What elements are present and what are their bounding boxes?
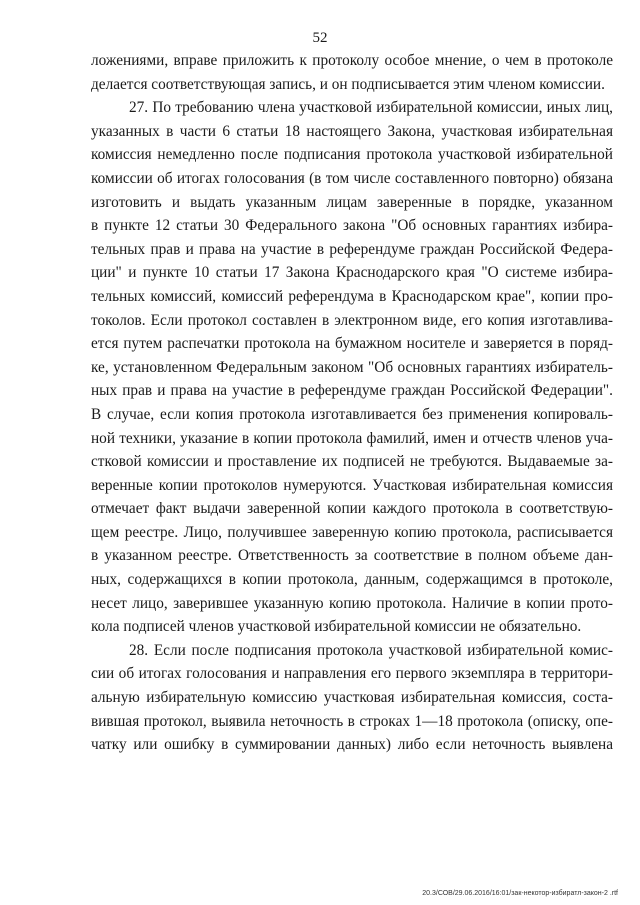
text-line: В случае, если копия протокола изготавливается без применения копироваль- bbox=[91, 405, 613, 423]
text-line: несет лицо, заверившее указанную копию протокола. Наличие в копии прото- bbox=[91, 594, 613, 612]
text-line: щем реестре. Лицо, получившее заверенную копию протокола, расписывается bbox=[91, 523, 613, 541]
document-body bbox=[91, 49, 613, 757]
text-line: изготовить и выдать указанным лицам заверенные в порядке, указанном bbox=[91, 193, 613, 211]
paragraph bbox=[91, 96, 613, 639]
file-footer: 20.3/СОВ/29.06.2016/16:01/зак-некотор-избиратл-закон-2 .rtf bbox=[422, 890, 618, 897]
text-line: 27. По требованию члена участковой избирательной комиссии, иных лиц, bbox=[129, 99, 613, 117]
text-line: стковой комиссии и проставление их подписей не требуются. Выдаваемые за- bbox=[91, 453, 613, 471]
text-line: ных, содержащихся в копии протокола, данным, содержащимся в протоколе, bbox=[91, 571, 613, 589]
text-line: тельных комиссий, комиссий референдума в Краснодарском крае", копии про- bbox=[91, 287, 613, 305]
text-line: в пункте 12 статьи 30 Федерального закона "Об основных гарантиях избира- bbox=[91, 217, 613, 235]
text-line: ции" и пункте 10 статьи 17 Закона Краснодарского края "О системе избира- bbox=[91, 264, 613, 282]
paragraph bbox=[91, 639, 613, 757]
text-line: в указанном реестре. Ответственность за соответствие в полном объеме дан- bbox=[91, 547, 613, 565]
text-line: указанных в части 6 статьи 18 настоящего Закона, участковая избирательная bbox=[91, 122, 613, 140]
text-line: кола подписей членов участковой избирательной комиссии не обязательно. bbox=[91, 618, 582, 636]
page-number: 52 bbox=[312, 30, 328, 46]
text-line: ется путем распечатки протокола на бумажном носителе и заверяется в поряд- bbox=[91, 335, 613, 353]
paragraph bbox=[91, 49, 613, 96]
text-line: токолов. Если протокол составлен в электронном виде, его копия изготавлива- bbox=[91, 311, 613, 329]
text-line: вившая протокол, выявила неточность в строках 1—18 протокола (описку, опе- bbox=[91, 712, 613, 730]
text-line: делается соответствующая запись, и он подписывается этим членом комиссии. bbox=[91, 75, 605, 93]
text-line: ных прав и права на участие в референдуме граждан Российской Федерации". bbox=[91, 382, 613, 400]
text-line: тельных прав и права на участие в референдуме граждан Российской Федера- bbox=[91, 240, 613, 258]
text-line: веренные копии протоколов нумеруются. Участковая избирательная комиссия bbox=[91, 476, 613, 494]
text-line: альную избирательную комиссию участковая избирательная комиссия, соста- bbox=[91, 689, 613, 707]
text-line: ложениями, вправе приложить к протоколу особое мнение, о чем в протоколе bbox=[91, 52, 613, 69]
text-line: комиссии об итогах голосования (в том числе составленного повторно) обязана bbox=[91, 169, 613, 187]
text-line: ной техники, указание в копии протокола фамилий, имен и отчеств членов уча- bbox=[91, 429, 613, 447]
text-line: отмечает факт выдачи заверенной копии каждого протокола в соответствую- bbox=[91, 500, 613, 518]
text-line: ке, установленном Федеральным законом "Об основных гарантиях избиратель- bbox=[91, 358, 613, 376]
text-line: комиссия немедленно после подписания протокола участковой избирательной bbox=[91, 146, 613, 164]
text-line: сии об итогах голосования и направления его первого экземпляра в территори- bbox=[91, 665, 613, 683]
text-line: 28. Если после подписания протокола участковой избирательной комис- bbox=[129, 641, 613, 659]
text-line: чатку или ошибку в суммировании данных) либо если неточность выявлена bbox=[91, 736, 613, 754]
